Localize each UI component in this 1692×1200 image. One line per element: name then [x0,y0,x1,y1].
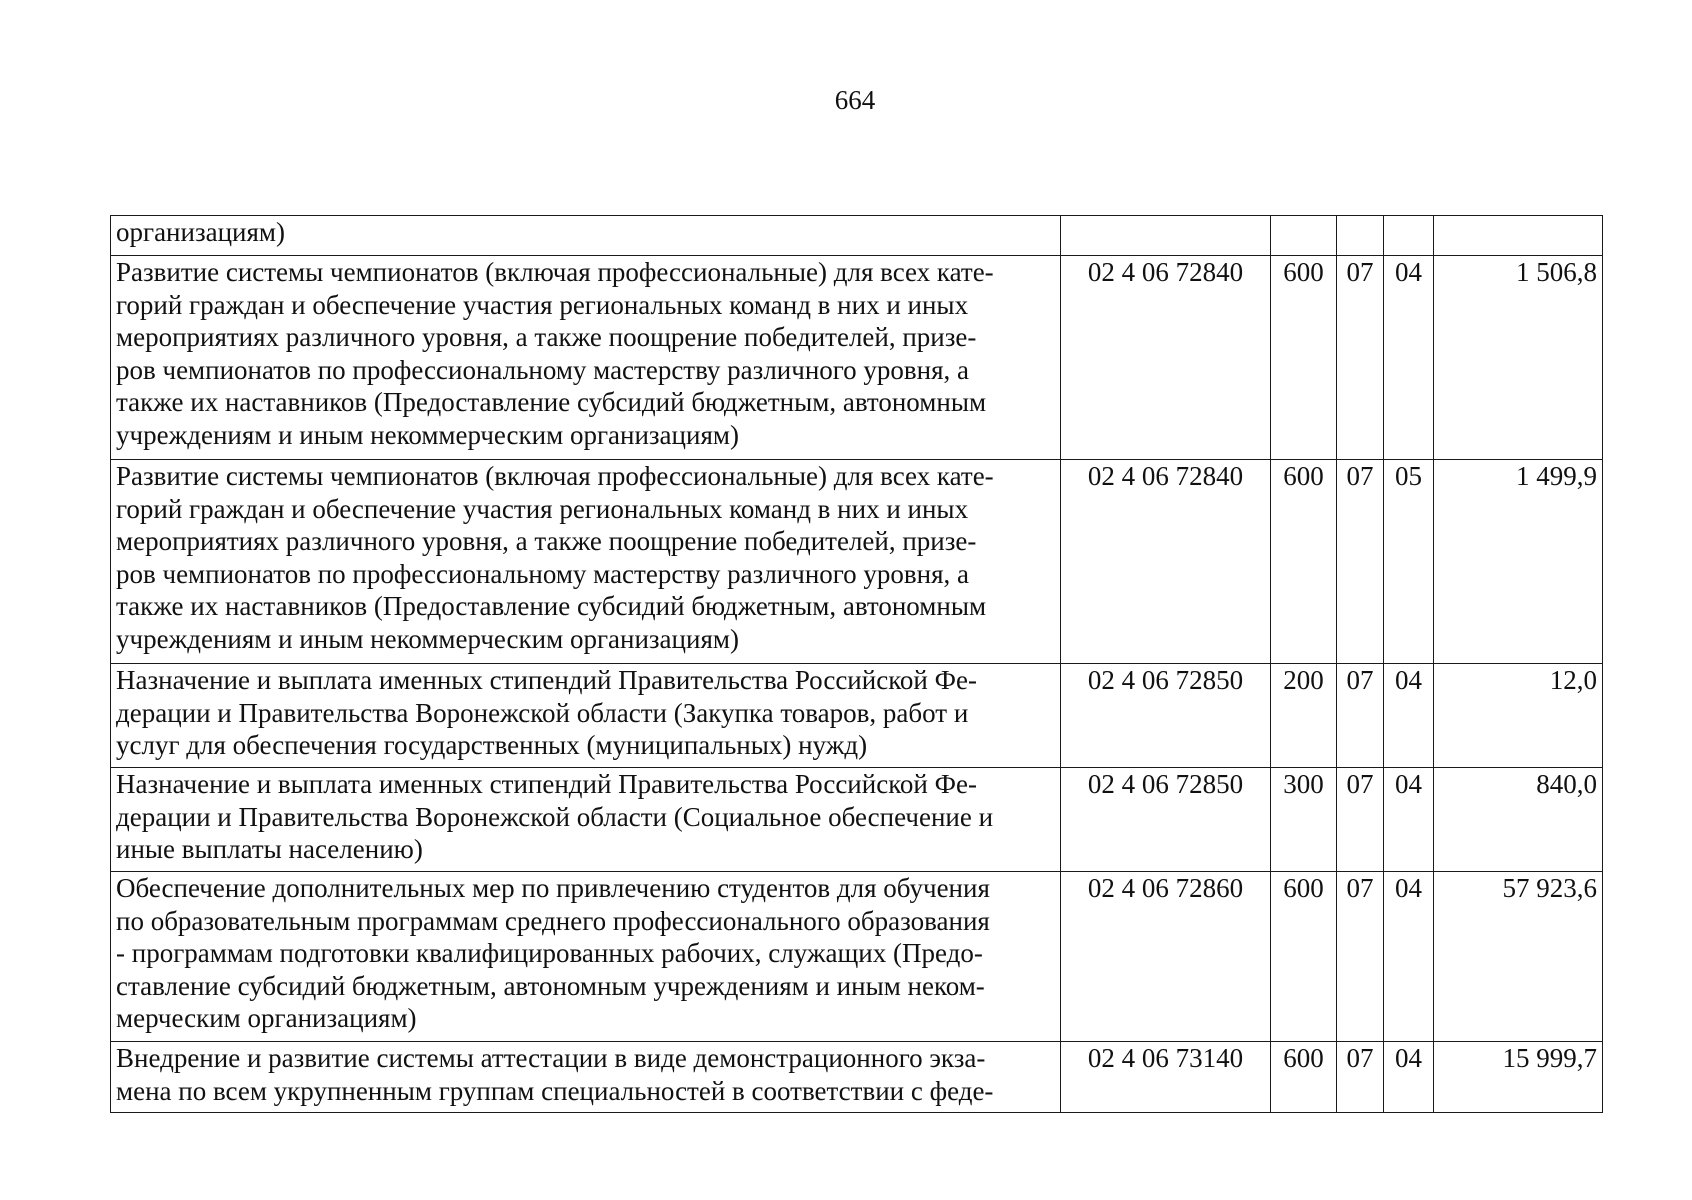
section-code: 07 [1337,872,1384,1042]
item-name-line: дерации и Правительства Воронежской области (Закупка товаров, работ и [116,697,969,728]
amount: 12,0 [1434,664,1603,768]
item-name-line: Развитие системы чемпионатов (включая профессиональные) для всех кате- [116,461,994,491]
item-name-line: иные выплаты населению) [116,834,423,865]
expense-type-code [1271,216,1337,256]
item-name-line: организациям) [116,217,286,247]
amount: 840,0 [1434,768,1603,872]
item-name-line: Назначение и выплата именных стипендий Правительства Российской Фе- [116,665,977,695]
page-number: 664 [834,85,876,115]
expense-type-code: 200 [1271,664,1337,768]
item-name-line: горий граждан и обеспечение участия региональных команд в них и иных [116,289,969,320]
table-body [111,216,1603,1113]
item-name-line: мерческим организациям) [116,1003,417,1034]
budget-table [110,215,1603,1113]
item-name-cell [111,256,1061,460]
subsection-code: 04 [1384,768,1434,872]
item-name-line: ров чемпионатов по профессиональному мастерству различного уровня, а [116,354,970,385]
item-name-line: услуг для обеспечения государственных (муниципальных) нужд) [116,730,868,761]
item-name-line: учреждениям и иным некоммерческим организациям) [116,623,739,654]
expense-type-code: 300 [1271,768,1337,872]
item-name-line: ставление субсидий бюджетным, автономным учреждениям и иным неком- [116,970,985,1001]
item-name-cell [111,460,1061,664]
table-row [111,768,1603,872]
section-code: 07 [1337,256,1384,460]
item-name-cell [111,664,1061,768]
amount: 15 999,7 [1434,1042,1603,1113]
target-article-code: 02 4 06 72840 [1061,460,1271,664]
target-article-code: 02 4 06 72850 [1061,664,1271,768]
subsection-code: 04 [1384,664,1434,768]
subsection-code [1384,216,1434,256]
subsection-code: 04 [1384,256,1434,460]
item-name-line: по образовательным программам среднего профессионального образования [116,905,990,936]
amount: 57 923,6 [1434,872,1603,1042]
section-code: 07 [1337,664,1384,768]
table-row [111,872,1603,1042]
item-name-line: дерации и Правительства Воронежской области (Социальное обеспечение и [116,801,994,832]
item-name-line: также их наставников (Предоставление субсидий бюджетным, автономным [116,387,987,418]
item-name-cell [111,216,1061,256]
section-code: 07 [1337,1042,1384,1113]
section-code: 07 [1337,460,1384,664]
table-row [111,460,1603,664]
item-name-line: Обеспечение дополнительных мер по привлечению студентов для обучения [116,873,990,903]
amount [1434,216,1603,256]
amount: 1 499,9 [1434,460,1603,664]
expense-type-code: 600 [1271,1042,1337,1113]
expense-type-code: 600 [1271,256,1337,460]
item-name-line: мероприятиях различного уровня, а также поощрение победителей, призе- [116,322,977,353]
item-name-line: Внедрение и развитие системы аттестации в виде демонстрационного экза- [116,1043,986,1073]
expense-type-code: 600 [1271,872,1337,1042]
item-name-line: Назначение и выплата именных стипендий Правительства Российской Фе- [116,769,977,799]
table-row [111,216,1603,256]
table-row [111,664,1603,768]
item-name-cell [111,872,1061,1042]
item-name-line: - программам подготовки квалифицированных рабочих, служащих (Предо- [116,938,983,969]
target-article-code: 02 4 06 72860 [1061,872,1271,1042]
item-name-line: мена по всем укрупненным группам специальностей в соответствии с феде- [116,1075,994,1106]
item-name-cell [111,768,1061,872]
table-row [111,256,1603,460]
subsection-code: 04 [1384,872,1434,1042]
expense-type-code: 600 [1271,460,1337,664]
subsection-code: 05 [1384,460,1434,664]
target-article-code: 02 4 06 72850 [1061,768,1271,872]
target-article-code: 02 4 06 73140 [1061,1042,1271,1113]
section-code [1337,216,1384,256]
section-code: 07 [1337,768,1384,872]
subsection-code: 04 [1384,1042,1434,1113]
item-name-line: также их наставников (Предоставление субсидий бюджетным, автономным [116,591,987,622]
target-article-code [1061,216,1271,256]
item-name-line: учреждениям и иным некоммерческим организациям) [116,419,739,450]
item-name-line: горий граждан и обеспечение участия региональных команд в них и иных [116,493,969,524]
amount: 1 506,8 [1434,256,1603,460]
table-row [111,1042,1603,1113]
item-name-line: Развитие системы чемпионатов (включая профессиональные) для всех кате- [116,257,994,287]
item-name-line: мероприятиях различного уровня, а также поощрение победителей, призе- [116,526,977,557]
item-name-line: ров чемпионатов по профессиональному мастерству различного уровня, а [116,558,970,589]
target-article-code: 02 4 06 72840 [1061,256,1271,460]
item-name-cell [111,1042,1061,1113]
